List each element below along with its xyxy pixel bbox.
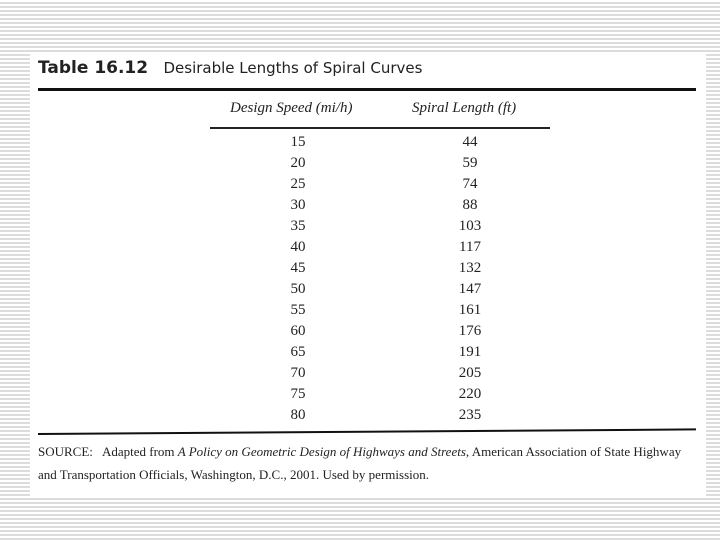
design-speed-cell: 15 [290, 134, 306, 150]
design-speed-cell: 55 [290, 302, 306, 318]
design-speed-cell: 20 [290, 155, 306, 171]
design-speed-cell: 45 [290, 260, 306, 276]
spiral-length-cell: 103 [458, 218, 482, 234]
spiral-length-cell: 59 [462, 155, 478, 171]
table-row [30, 218, 706, 239]
table-row [30, 155, 706, 176]
table-title [38, 58, 422, 78]
table-row [30, 407, 706, 428]
source-pre: Adapted from [101, 444, 175, 459]
header-rule [210, 127, 550, 129]
table-row [30, 239, 706, 260]
table-scan [30, 54, 706, 498]
design-speed-cell: 60 [290, 323, 306, 339]
spiral-length-cell: 117 [459, 239, 481, 255]
table-row [30, 197, 706, 218]
design-speed-cell: 25 [290, 176, 306, 192]
source-line-2: and Transportation Officials, Washington, D.C., 2001. Used by permission. [38, 467, 429, 482]
spiral-length-cell: 132 [458, 260, 482, 276]
design-speed-cell: 80 [290, 407, 306, 423]
top-rule [38, 88, 696, 91]
table-row [30, 323, 706, 344]
header-design-speed: Design Speed (mi/h) [230, 100, 353, 116]
spiral-length-cell: 235 [458, 407, 482, 423]
source-post: American Association of State Highway [471, 444, 682, 459]
spiral-length-cell: 74 [462, 176, 478, 192]
spiral-length-cell: 205 [458, 365, 482, 381]
table-row [30, 134, 706, 155]
design-speed-cell: 70 [290, 365, 306, 381]
spiral-length-cell: 88 [462, 197, 478, 213]
source-label: SOURCE: [38, 444, 93, 459]
table-number: Table 16.12 [38, 58, 149, 78]
table-row [30, 386, 706, 407]
spiral-length-cell: 220 [458, 386, 482, 402]
design-speed-cell: 35 [290, 218, 306, 234]
table-row [30, 302, 706, 323]
design-speed-cell: 40 [290, 239, 306, 255]
table-caption: Desirable Lengths of Spiral Curves [163, 59, 423, 77]
spiral-length-cell: 161 [458, 302, 482, 318]
spiral-length-cell: 44 [462, 134, 478, 150]
design-speed-cell: 30 [290, 197, 306, 213]
source-work: A Policy on Geometric Design of Highways and Streets, [177, 444, 470, 459]
header-spiral-length: Spiral Length (ft) [412, 100, 517, 116]
spiral-length-cell: 147 [458, 281, 482, 297]
source-line-1 [38, 444, 698, 460]
table-row [30, 344, 706, 365]
spiral-length-cell: 176 [458, 323, 482, 339]
bottom-rule [38, 428, 696, 435]
table-row [30, 365, 706, 386]
design-speed-cell: 50 [290, 281, 306, 297]
table-row [30, 176, 706, 197]
table-row [30, 260, 706, 281]
table-row [30, 281, 706, 302]
design-speed-cell: 65 [290, 344, 306, 360]
spiral-length-cell: 191 [458, 344, 482, 360]
design-speed-cell: 75 [290, 386, 306, 402]
